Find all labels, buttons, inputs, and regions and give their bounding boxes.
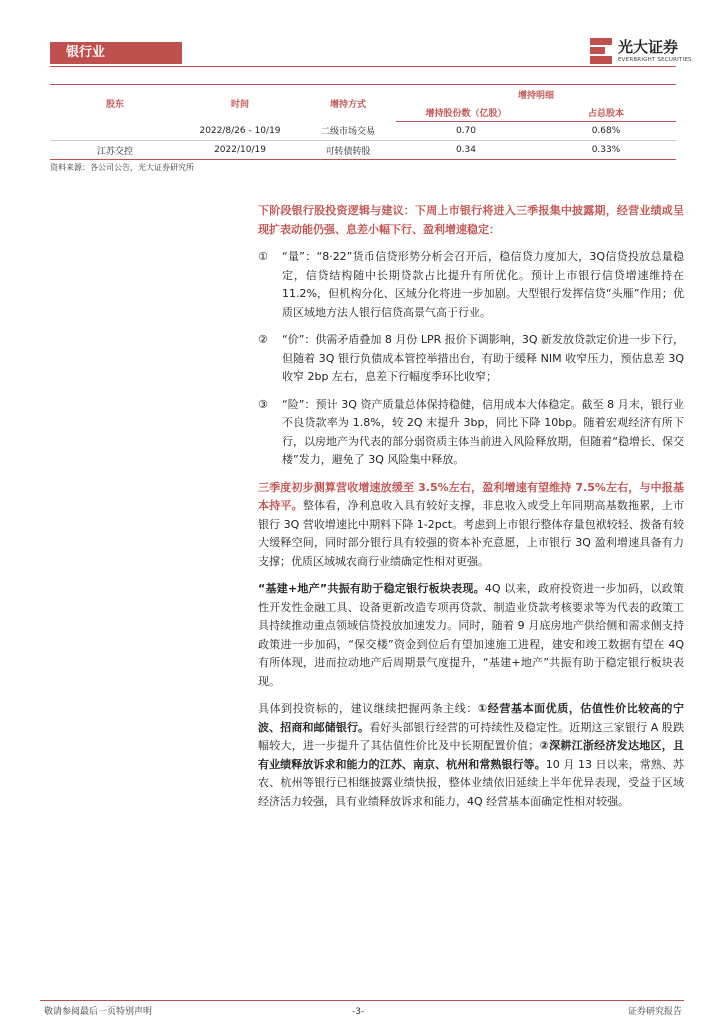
paragraph-text: 整体看，净利息收入具有较好支撑，非息收入或受上年同期高基数拖累，上市银行 3Q 营收增速比中期料下降 1-2pct。考虑到上市银行整体存量包袱较轻、拨备有较大缓释空间，同时部分银行具有较强的资本补充意愿，上市银行 3Q 盈利增速具备有力支撑；优质区域城农商行业绩确定性相对更强。 bbox=[258, 499, 685, 568]
list-text: “量”：“8·22”货币信贷形势分析会召开后，稳信贷力度加大，3Q信贷投放总量稳定，信贷结构随中长期贷款占比提升有所优化。预计上市银行信贷增速维持在 11.2%，但机构分化、区域分化将进一步加剧。大型银行发挥信贷“头雁”作用；优质区域地方法人银行信贷高景气高于行业。 bbox=[282, 250, 684, 319]
cell-ratio: 0.33% bbox=[536, 141, 676, 160]
col-amount: 增持股份数（亿股） bbox=[396, 103, 536, 122]
highlight-text: ②深耕江浙经济发达地区，且有业绩释放诉求和能力的江苏、南京、杭州和常熟银行等。 bbox=[258, 739, 684, 771]
list-number: ② bbox=[258, 333, 268, 346]
page-number: -3- bbox=[352, 1007, 365, 1017]
list-item-volume bbox=[258, 248, 684, 322]
footer-divider bbox=[40, 1000, 684, 1001]
footer-report-type: 证券研究报告 bbox=[628, 1007, 683, 1017]
table-header-row bbox=[50, 85, 676, 104]
col-method: 增持方式 bbox=[300, 85, 396, 122]
highlight-text: ①经营基本面优质，估值性价比较高的宁波、招商和邮储银行。 bbox=[258, 702, 685, 734]
industry-tag: 银行业 bbox=[66, 45, 106, 60]
highlight-text: 下阶段银行股投资逻辑与建议：下周上市银行将进入三季报集中披露期，经营业绩或呈现扩表动能仍强、息差小幅下行、盈利增速稳定： bbox=[258, 204, 684, 236]
footer-disclaimer: 敬请参阅最后一页特别声明 bbox=[44, 1007, 153, 1017]
everbright-logo-icon bbox=[590, 38, 612, 64]
header-divider bbox=[50, 66, 676, 67]
col-group-detail: 增持明细 bbox=[396, 85, 676, 104]
cell-amount: 0.34 bbox=[396, 141, 536, 160]
list-text: “价”：供需矛盾叠加 8 月份 LPR 报价下调影响，3Q 新发放贷款定价进一步下行，但随着 3Q 银行负债成本管控举措出台，有助于缓释 NIM 收窄压力，预估息差 3Q 收窄 2bp 左右，息差下行幅度季环比收窄； bbox=[282, 333, 684, 383]
col-ratio: 占总股本 bbox=[536, 103, 676, 122]
list-text: “险”：预计 3Q 资产质量总体保持稳健，信用成本大体稳定。截至 8 月末，银行业不良贷款率为 1.8%，较 2Q 末提升 3bp，同比下降 10bp。随着宏观经济有所下行，以房地产为代表的部分弱资质主体当前进入风险释放期，但随着“稳增长、保交楼”发力，避免了 3Q 风险集中释放。 bbox=[282, 397, 684, 466]
table-row bbox=[50, 122, 676, 141]
cell-time: 2022/8/26 - 10/19 bbox=[180, 122, 300, 141]
cell-method: 二级市场交易 bbox=[300, 122, 396, 141]
shareholding-table bbox=[50, 84, 676, 160]
col-shareholder: 股东 bbox=[50, 85, 180, 122]
list-number: ③ bbox=[258, 397, 268, 411]
report-body bbox=[258, 202, 684, 820]
cell-ratio: 0.68% bbox=[536, 122, 676, 141]
cell-holder: 江苏交控 bbox=[50, 141, 180, 160]
logo-chinese-name: 光大证券 bbox=[618, 38, 679, 56]
paragraph-infrastructure-property bbox=[258, 580, 684, 691]
logo-english-name: EVERBRIGHT SECURITIES bbox=[618, 57, 692, 63]
paragraph-text: 具体到投资标的，建议继续把握两条主线： bbox=[258, 702, 478, 715]
highlight-text: “基建+地产”共振有助于稳定银行板块表现。 bbox=[258, 582, 485, 595]
cell-amount: 0.70 bbox=[396, 122, 536, 141]
paragraph-text: 看好头部银行经营的可持续性及稳定性。近期这三家银行 A 股跌幅较大，进一步提升了其估值性价比及中长期配置价值； bbox=[258, 720, 684, 752]
paragraph-text: 10 月 13 日以来，常熟、苏农、杭州等银行已相继披露业绩快报，整体业绩依旧延续上半年优异表现，受益于区域经济活力较强，具有业绩释放诉求和能力，4Q 经营基本面确定性相对较强。 bbox=[258, 757, 684, 808]
paragraph-investment-logic bbox=[258, 202, 684, 239]
paragraph-q3-forecast bbox=[258, 479, 684, 572]
paragraph-text: 4Q 以来，政府投资进一步加码，以政策性开发性金融工具、设备更新改造专项再贷款、制造业贷款考核要求等为代表的政策工具持续推动重点领域信贷投放加速发力。同时，随着 9 月底房地产供给侧和需求侧支持政策进一步加码，“保交楼”资金到位后有望加速施工进程，建安和竣工数据有望在 4Q 有所体现，进而拉动地产后周期景气度提升，“基建+地产”共振有助于稳定银行板块表现。 bbox=[258, 582, 684, 688]
list-item-risk bbox=[258, 396, 684, 470]
col-time: 时间 bbox=[180, 85, 300, 122]
list-item-price bbox=[258, 331, 684, 387]
highlight-text: 三季度初步测算营收增速放缓至 3.5%左右，盈利增速有望维持 7.5%左右，与中报基本持平。 bbox=[258, 480, 684, 512]
cell-holder bbox=[50, 122, 180, 141]
cell-method: 可转债转股 bbox=[300, 141, 396, 160]
table-source-note: 资料来源：各公司公告，光大证券研究所 bbox=[50, 163, 194, 172]
paragraph-stock-picks bbox=[258, 700, 684, 811]
cell-time: 2022/10/19 bbox=[180, 141, 300, 160]
table-row bbox=[50, 141, 676, 160]
list-number: ① bbox=[258, 250, 268, 263]
